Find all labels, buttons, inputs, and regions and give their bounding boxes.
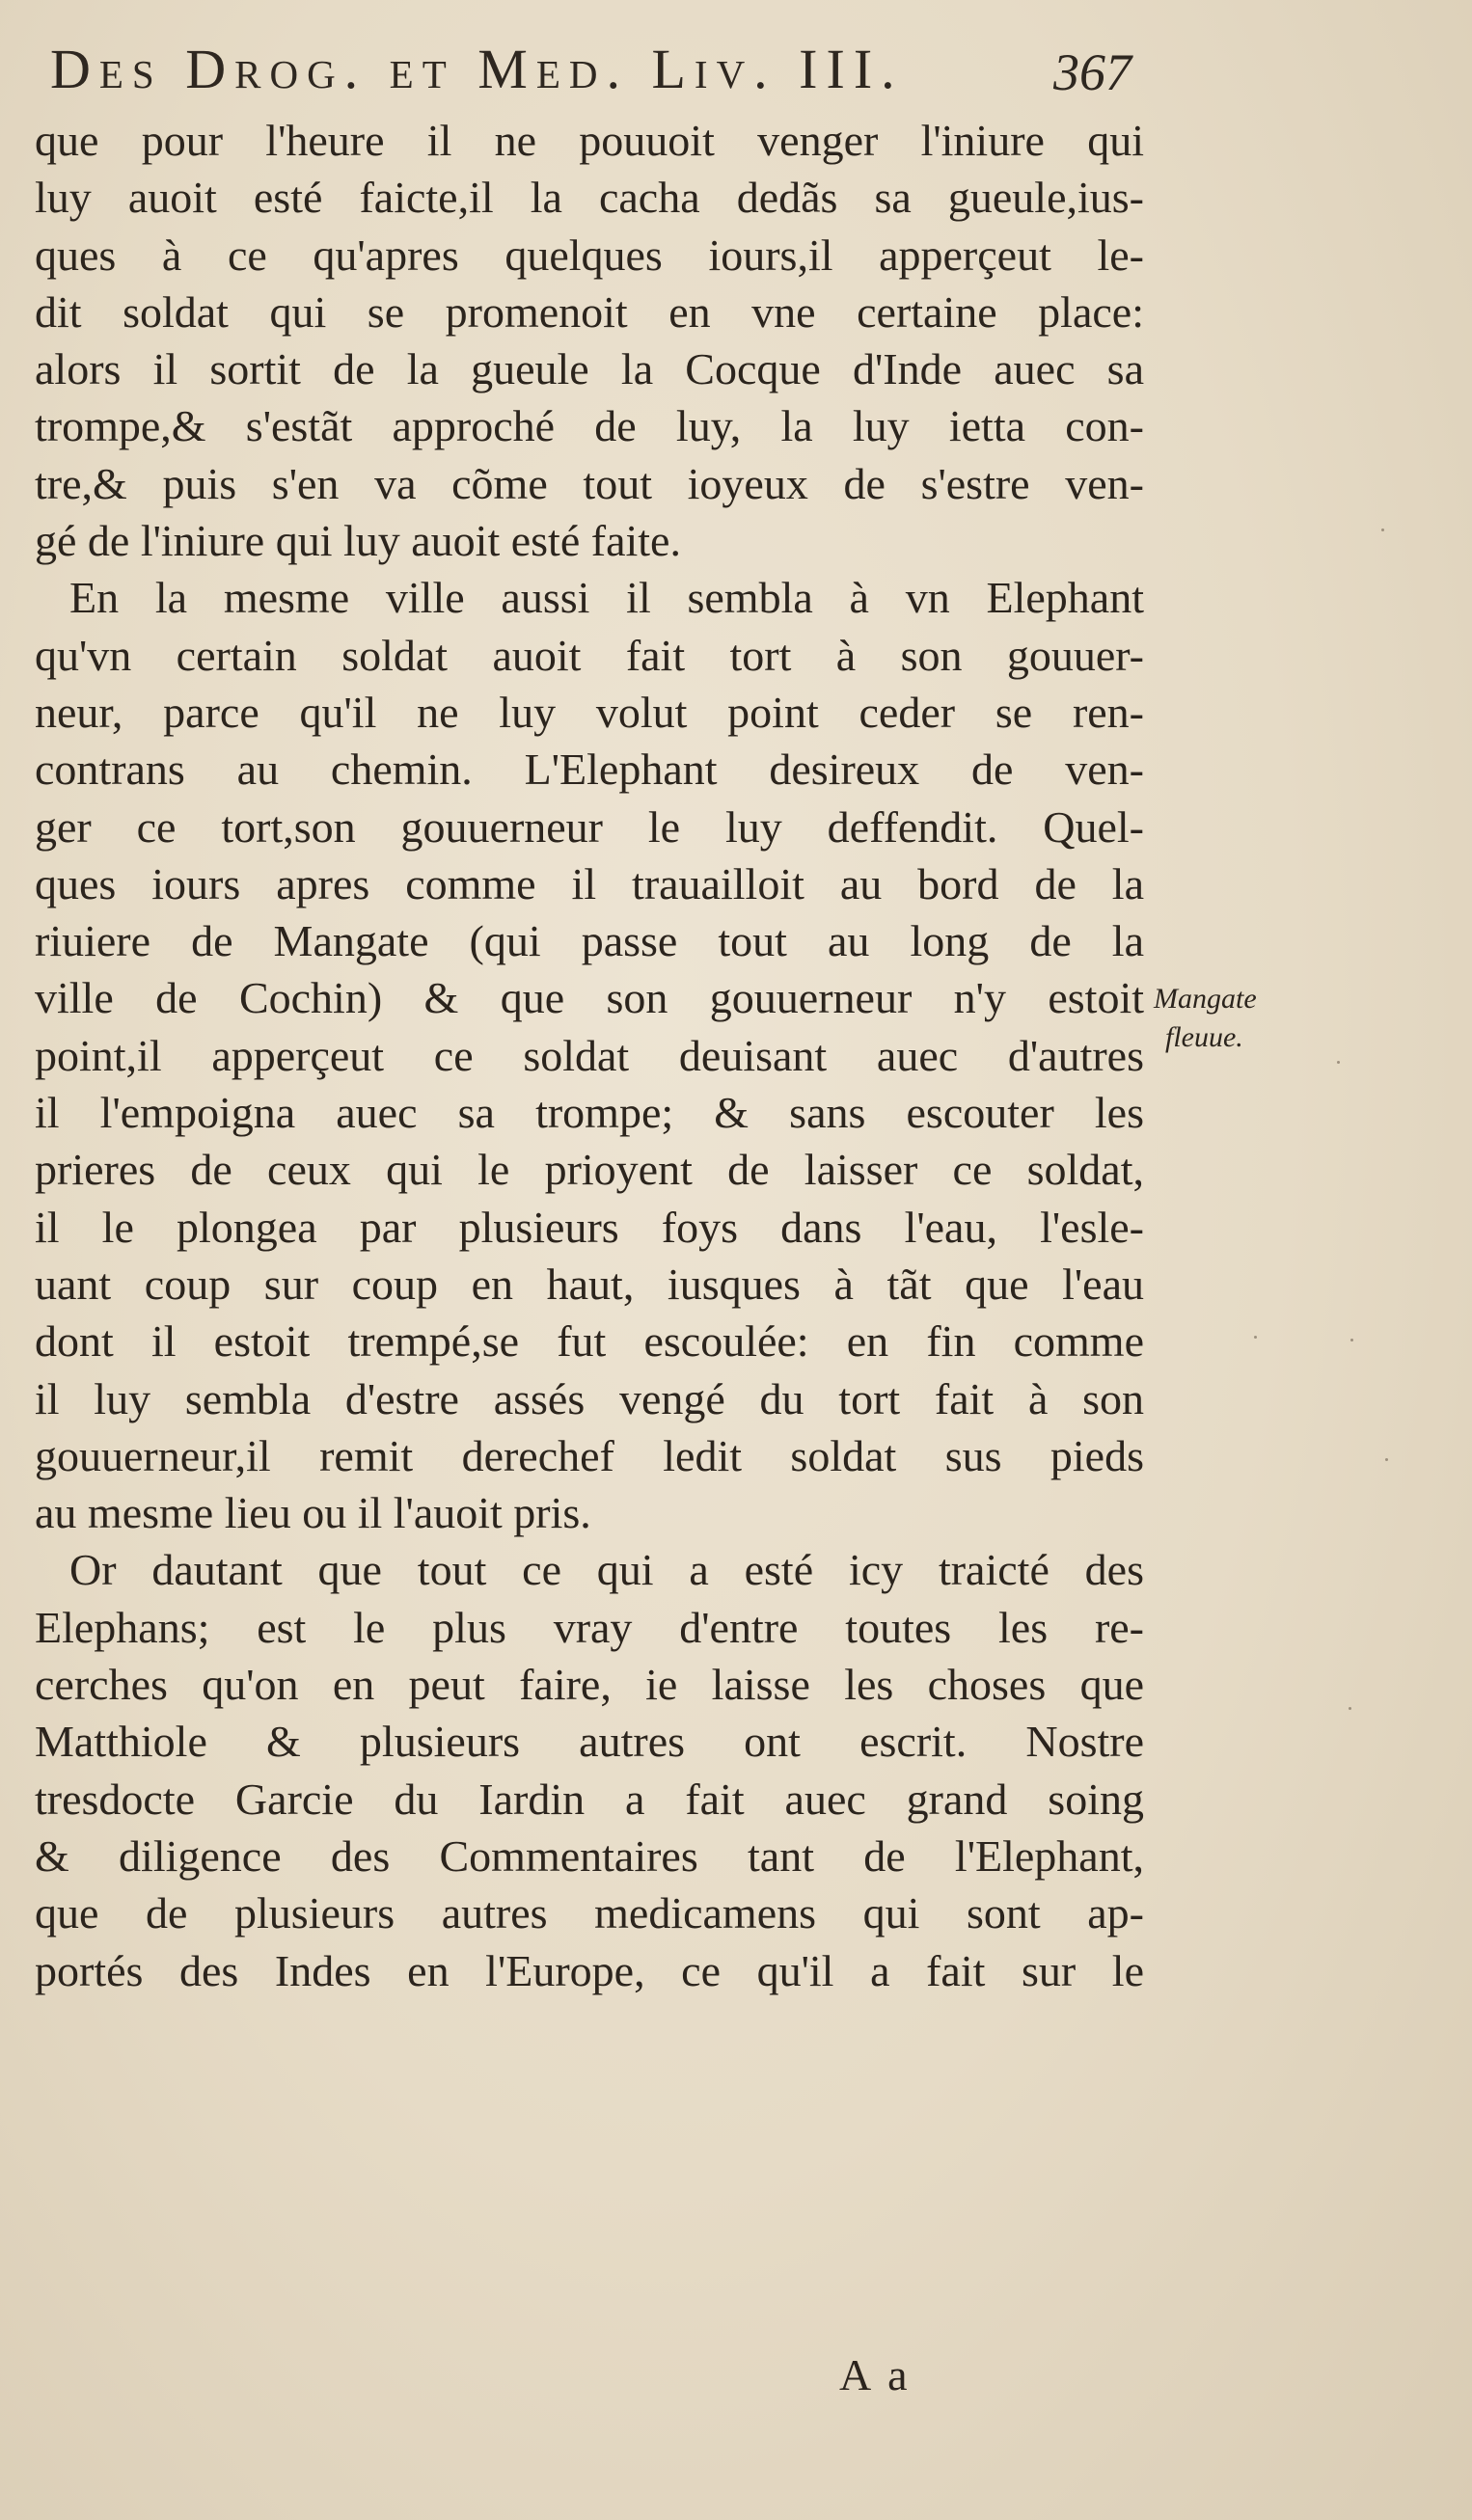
text-line: uant coup sur coup en haut, iusques à tãt que l'eau [35, 1259, 1144, 1309]
paper-speck [1350, 1339, 1353, 1341]
paper-speck [1381, 528, 1384, 531]
margin-note-line: Mangate [1154, 983, 1257, 1015]
paper-speck [1349, 1707, 1351, 1710]
text-line: point,il apperçeut ce soldat deuisant auec d'autres [35, 1030, 1144, 1080]
text-line: prieres de ceux qui le prioyent de laisser ce soldat, [35, 1145, 1144, 1195]
text-line: neur, parce qu'il ne luy volut point ceder se ren- [35, 687, 1144, 737]
text-line: luy auoit esté faicte,il la cacha dedãs sa gueule,ius- [35, 173, 1144, 223]
running-head [0, 29, 1158, 116]
text-line: que pour l'heure il ne pouuoit venger l'iniure qui [35, 116, 1144, 165]
text-line: trompe,& s'estãt approché de luy, la luy ietta con- [35, 401, 1144, 451]
running-head-title: Des Drog. et Med. Liv. III. [50, 38, 904, 100]
text-line: qu'vn certain soldat auoit fait tort à son gouuer- [35, 630, 1144, 680]
text-line: dont il estoit trempé,se fut escoulée: en fin comme [35, 1316, 1144, 1367]
page-number: 367 [1053, 43, 1131, 101]
text-line: il l'empoigna auec sa trompe; & sans escouter les [35, 1088, 1144, 1138]
text-line: dit soldat qui se promenoit en vne certaine place: [35, 286, 1144, 337]
text-line: Elephans; est le plus vray d'entre toutes les re- [35, 1602, 1144, 1652]
text-line: Matthiole & plusieurs autres ont escrit. Nostre [35, 1717, 1144, 1767]
text-line: ques à ce qu'apres quelques iours,il apperçeut le- [35, 230, 1144, 280]
text-line: que de plusieurs autres medicamens qui sont ap- [35, 1888, 1144, 1938]
paper-speck [1337, 1061, 1340, 1064]
margin-note-line: fleuue. [1165, 1021, 1243, 1053]
text-line: ques iours apres comme il trauailloit au bord de la [35, 858, 1144, 908]
paper-speck [1385, 1458, 1388, 1461]
text-line-paragraph-start: Or dautant que tout ce qui a esté icy traicté des [69, 1545, 1144, 1595]
text-line: & diligence des Commentaires tant de l'Elephant, [35, 1830, 1144, 1881]
text-line: au mesme lieu ou il l'auoit pris. [35, 1488, 591, 1538]
body-text [35, 112, 1144, 1999]
text-line: alors il sortit de la gueule la Cocque d'Inde auec sa [35, 344, 1144, 394]
margin-note [1154, 980, 1298, 1057]
text-line: ville de Cochin) & que son gouuerneur n'y estoit [35, 973, 1144, 1023]
text-line: gouuerneur,il remit derechef ledit soldat sus pieds [35, 1430, 1144, 1480]
text-line: il le plongea par plusieurs foys dans l'eau, l'esle- [35, 1202, 1144, 1252]
text-line-paragraph-start: En la mesme ville aussi il sembla à vn Elephant [69, 573, 1144, 623]
text-line: tresdocte Garcie du Iardin a fait auec grand soing [35, 1774, 1144, 1824]
text-line: gé de l'iniure qui luy auoit esté faite. [35, 516, 681, 566]
text-line: portés des Indes en l'Europe, ce qu'il a fait sur le [35, 1945, 1144, 1995]
text-line: cerches qu'on en peut faire, ie laisse les choses que [35, 1660, 1144, 1710]
text-line: contrans au chemin. L'Elephant desireux de ven- [35, 745, 1144, 795]
signature-mark: A a [839, 2350, 912, 2399]
text-line: ger ce tort,son gouuerneur le luy deffendit. Quel- [35, 801, 1144, 852]
text-line: il luy sembla d'estre assés vengé du tort fait à son [35, 1373, 1144, 1423]
paper-speck [1254, 1336, 1257, 1339]
text-line: tre,& puis s'en va cõme tout ioyeux de s'estre ven- [35, 458, 1144, 508]
text-line: riuiere de Mangate (qui passe tout au long de la [35, 916, 1144, 966]
